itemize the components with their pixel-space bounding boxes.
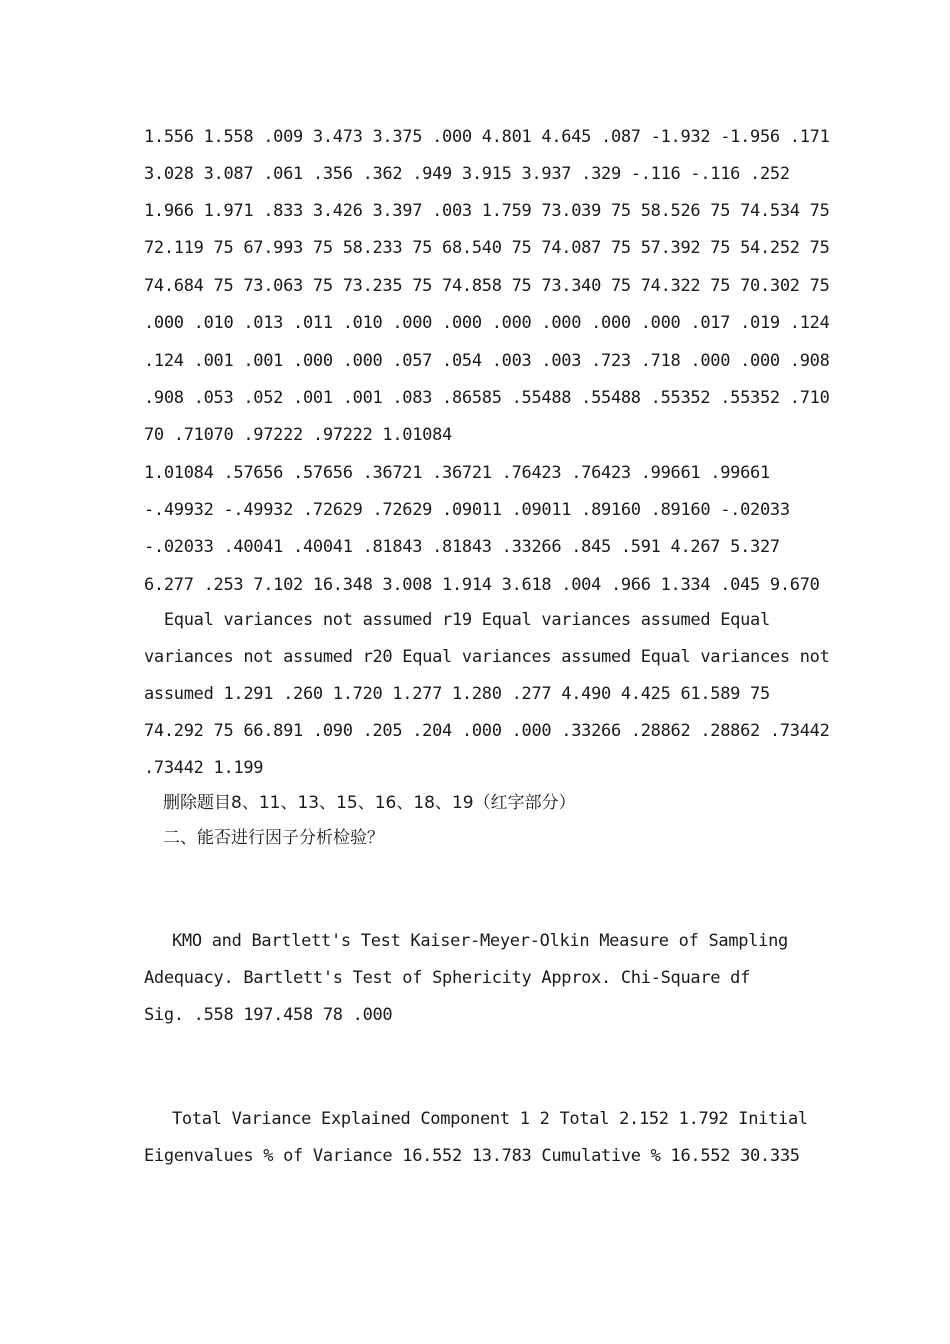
variance-line: .73442 1.199 bbox=[144, 758, 264, 778]
kmo-line: KMO and Bartlett's Test Kaiser-Meyer-Olkin Measure of Sampling bbox=[172, 931, 788, 951]
stats-line: 6.277 .253 7.102 16.348 3.008 1.914 3.618 .004 .966 1.334 .045 9.670 bbox=[144, 575, 820, 595]
stats-line: .908 .053 .052 .001 .001 .083 .86585 .55488 .55488 .55352 .55352 .710 bbox=[144, 388, 830, 408]
stats-line: 74.684 75 73.063 75 73.235 75 74.858 75 73.340 75 74.322 75 70.302 75 bbox=[144, 276, 830, 296]
stats-line: -.49932 -.49932 .72629 .72629 .09011 .09011 .89160 .89160 -.02033 bbox=[144, 500, 790, 520]
variance-line: 74.292 75 66.891 .090 .205 .204 .000 .000 .33266 .28862 .28862 .73442 bbox=[144, 721, 830, 741]
stats-line: -.02033 .40041 .40041 .81843 .81843 .33266 .845 .591 4.267 5.327 bbox=[144, 537, 780, 557]
stats-line: .124 .001 .001 .000 .000 .057 .054 .003 .003 .723 .718 .000 .000 .908 bbox=[144, 351, 830, 371]
kmo-line: Adequacy. Bartlett's Test of Sphericity Approx. Chi-Square df bbox=[144, 968, 751, 988]
variance-line: variances not assumed r20 Equal variances assumed Equal variances not bbox=[144, 647, 830, 667]
variance-explained-line: Eigenvalues % of Variance 16.552 13.783 Cumulative % 16.552 30.335 bbox=[144, 1146, 800, 1166]
kmo-line: Sig. .558 197.458 78 .000 bbox=[144, 1005, 393, 1025]
stats-line: .000 .010 .013 .011 .010 .000 .000 .000 .000 .000 .000 .017 .019 .124 bbox=[144, 313, 830, 333]
variance-line: assumed 1.291 .260 1.720 1.277 1.280 .277 4.490 4.425 61.589 75 bbox=[144, 684, 770, 704]
variance-explained-line: Total Variance Explained Component 1 2 Total 2.152 1.792 Initial bbox=[172, 1109, 808, 1129]
stats-line: 3.028 3.087 .061 .356 .362 .949 3.915 3.937 .329 -.116 -.116 .252 bbox=[144, 164, 790, 184]
stats-line: 72.119 75 67.993 75 58.233 75 68.540 75 74.087 75 57.392 75 54.252 75 bbox=[144, 238, 830, 258]
delete-items-note: 删除题目8、11、13、15、16、18、19（红字部分） bbox=[163, 793, 576, 813]
stats-line: 1.966 1.971 .833 3.426 3.397 .003 1.759 73.039 75 58.526 75 74.534 75 bbox=[144, 201, 830, 221]
section-heading: 二、能否进行因子分析检验？ bbox=[163, 828, 384, 848]
variance-line: Equal variances not assumed r19 Equal variances assumed Equal bbox=[144, 610, 770, 630]
stats-line: 70 .71070 .97222 .97222 1.01084 bbox=[144, 425, 452, 445]
stats-line: 1.01084 .57656 .57656 .36721 .36721 .76423 .76423 .99661 .99661 bbox=[144, 463, 770, 483]
stats-line: 1.556 1.558 .009 3.473 3.375 .000 4.801 4.645 .087 -1.932 -1.956 .171 bbox=[144, 127, 830, 147]
